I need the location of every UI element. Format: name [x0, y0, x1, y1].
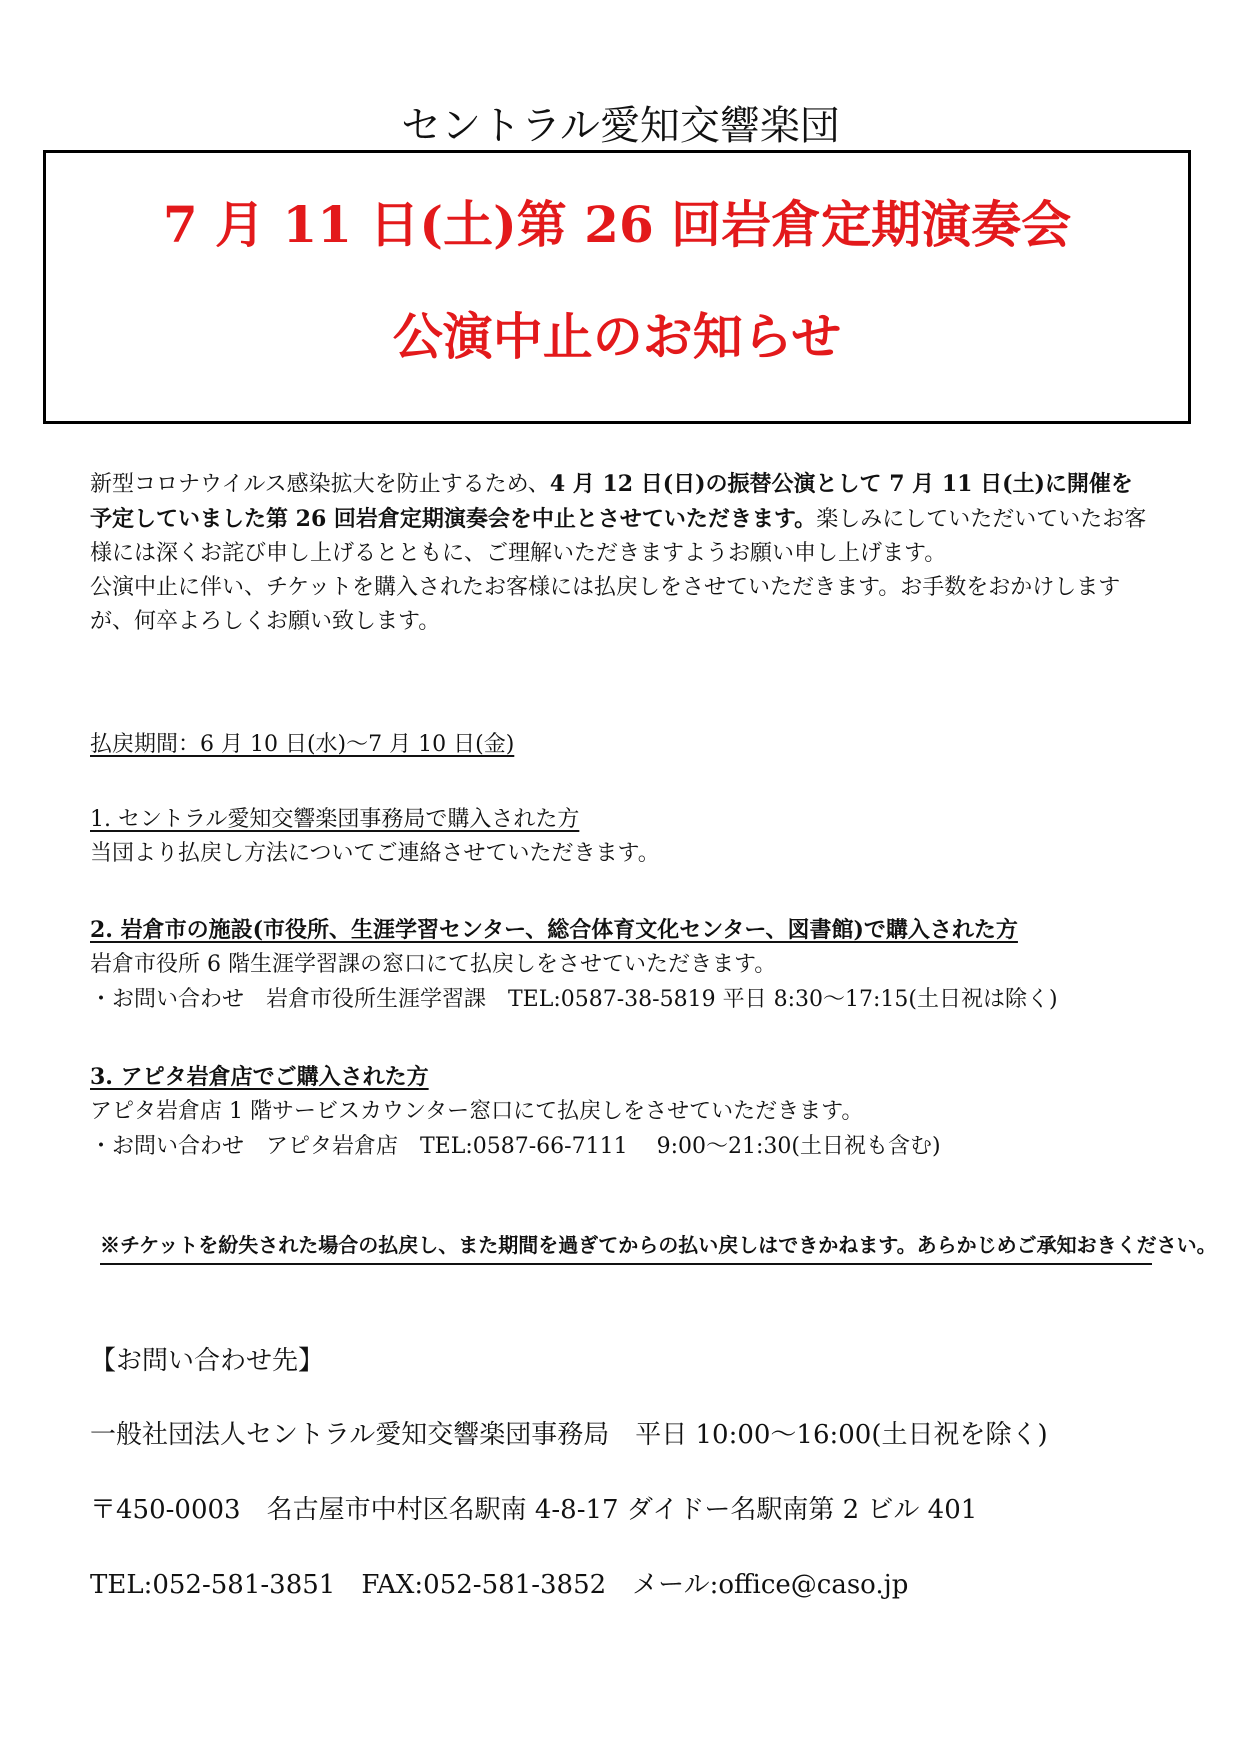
organization-name: セントラル愛知交響楽団 — [401, 103, 840, 149]
contact-office: 一般社団法人セントラル愛知交響楽団事務局 平日 10:00～16:00(土日祝を除く) — [90, 1420, 1048, 1450]
concert-title: 7 月 11 日(土)第 26 回岩倉定期演奏会 — [162, 195, 1072, 254]
section-1-heading: 1. セントラル愛知交響楽団事務局で購入された方 — [90, 807, 580, 832]
section-3-text: アピタ岩倉店 1 階サービスカウンター窓口にて払戻しをさせていただきます。 — [90, 1099, 864, 1124]
note-underline — [100, 1263, 1152, 1265]
section-2-contact: ・お問い合わせ 岩倉市役所生涯学習課 TEL:0587-38-5819 平日 8:30～17:15(土日祝は除く) — [90, 987, 1058, 1012]
section-3-contact: ・お問い合わせ アピタ岩倉店 TEL:0587-66-7111 9:00～21:30(土日祝も含む) — [90, 1134, 941, 1159]
contact-address: 〒450-0003 名古屋市中村区名駅南 4-8-17 ダイドー名駅南第 2 ビル 401 — [90, 1495, 978, 1525]
contact-phone-email: TEL:052-581-3851 FAX:052-581-3852 メール:office@caso.jp — [90, 1570, 909, 1600]
title-box — [43, 150, 1191, 424]
refund-period: 払戻期間：6 月 10 日(水)～7 月 10 日(金) — [90, 732, 515, 757]
section-2-heading: 2. 岩倉市の施設(市役所、生涯学習センター、総合体育文化センター、図書館)で購入された方 — [90, 917, 1018, 943]
contact-heading: 【お問い合わせ先】 — [90, 1346, 325, 1376]
intro-paragraph-1 — [90, 467, 1150, 571]
section-3-heading: 3. アピタ岩倉店でご購入された方 — [90, 1064, 429, 1090]
section-1-text: 当団より払戻し方法についてご連絡させていただきます。 — [90, 841, 660, 866]
section-2-text: 岩倉市役所 6 階生涯学習課の窓口にて払戻しをさせていただきます。 — [90, 952, 777, 977]
intro-paragraph-2: 公演中止に伴い、チケットを購入されたお客様には払戻しをさせていただきます。お手数をおかけしますが、何卒よろしくお願い致します。 — [90, 575, 1121, 634]
cancellation-notice-title: 公演中止のお知らせ — [392, 307, 842, 366]
intro-text — [90, 467, 1150, 639]
intro-apology: 楽しみにしていただいていたお客様には深くお詫び申し上げるとともに、ご理解いただきますようお願い申し上げます。 — [90, 507, 1147, 566]
intro-lead: 新型コロナウイルス感染拡大を防止するため、 — [90, 472, 550, 497]
refund-note: ※チケットを紛失された場合の払戻し、また期間を過ぎてからの払い戻しはできかねます。あらかじめご承知おきください。 — [100, 1233, 1217, 1257]
intro-cancellation-statement: 4 月 12 日(日)の振替公演として 7 月 11 日(土)に開催を予定していました第 26 回岩倉定期演奏会を中止とさせていただきます。 — [90, 471, 1133, 532]
